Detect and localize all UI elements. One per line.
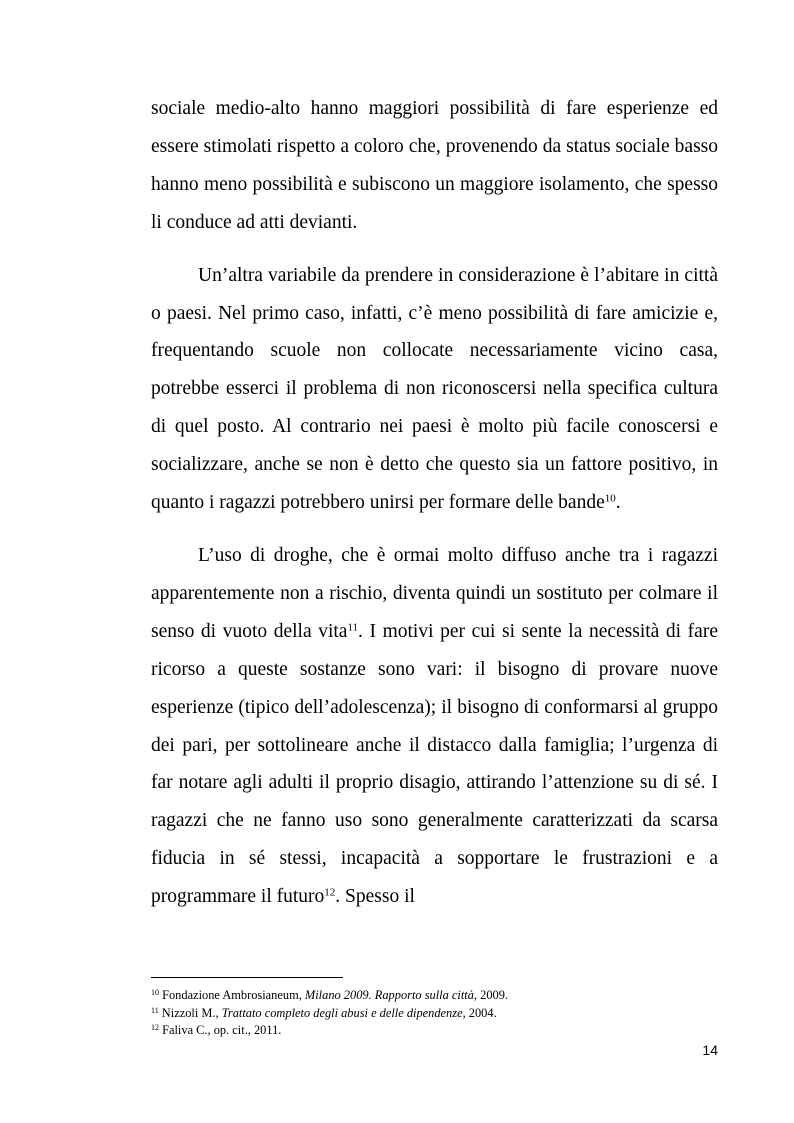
footnote-title: Milano 2009. Rapporto sulla città: [304, 988, 474, 1002]
footnotes: [151, 987, 718, 1040]
footnote-number: 11: [151, 1005, 159, 1015]
footnote-author: Faliva C., op. cit., 2011.: [159, 1023, 282, 1037]
footnote: [151, 1005, 718, 1023]
footnote-reference[interactable]: 12: [324, 886, 336, 899]
footnote-year: , 2004.: [462, 1005, 497, 1020]
footnote: [151, 987, 718, 1005]
footnote-title: Trattato completo degli abusi e delle dipendenze: [221, 1005, 463, 1020]
paragraph-text: sociale medio-alto hanno maggiori possibilità di fare esperienze ed essere stimolati rispetto a coloro che, provenendo da status sociale basso hanno meno possibilità e subiscono un maggiore isolamento, che spesso li conduce ad atti devianti.: [151, 98, 718, 233]
footnote-separator: [151, 977, 343, 978]
body-text: [151, 90, 718, 916]
paragraph: [151, 90, 718, 242]
footnote-reference[interactable]: 11: [347, 621, 359, 634]
footnote-author: Nizzoli M.,: [158, 1005, 222, 1020]
footnote: [151, 1022, 718, 1040]
footnote-number: 10: [151, 988, 159, 997]
paragraph-text: Un’altra variabile da prendere in considerazione è l’abitare in città o paesi. Nel primo caso, infatti, c’è meno possibilità di fare amicizie e, frequentando scuole non collocate necessariamente vicino casa, potrebbe esserci il problema di non riconoscersi nella specifica cultura di quel posto. Al contrario nei paesi è molto più facile conoscersi e socializzare, anche se non è detto che questo sia un fattore positivo, in quanto i ragazzi potrebbero unirsi per formare delle bande: [151, 264, 718, 514]
paragraph-text: .: [615, 492, 621, 514]
footnote-reference[interactable]: 10: [604, 492, 616, 505]
paragraph: [151, 257, 718, 522]
footnote-author: Fondazione Ambrosianeum,: [159, 988, 305, 1002]
paragraph: [151, 537, 718, 916]
paragraph-text: . I motivi per cui si sente la necessità di fare ricorso a queste sostanze sono vari: il bisogno di provare nuove esperienze (tipico dell’adolescenza); il bisogno di conformarsi al gruppo dei pari, per sottolineare anche il distacco dalla famiglia; l’urgenza di far notare agli adulti il proprio disagio, attirando l’attenzione su di sé. I ragazzi che ne fanno uso sono generalmente caratterizzati da scarsa fiducia in sé stessi, incapacità a sopportare le frustrazioni e a programmare il futuro: [151, 620, 718, 908]
page-number: 14: [702, 1042, 718, 1058]
paragraph-text: . Spesso il: [335, 886, 415, 908]
paragraph-text: L’uso di droghe, che è ormai molto diffuso anche tra i ragazzi apparentemente non a rischio, diventa quindi un sostituto per colmare il senso di vuoto della vita: [151, 544, 718, 642]
footnote-number: 12: [151, 1023, 159, 1032]
footnote-year: , 2009.: [473, 988, 508, 1002]
